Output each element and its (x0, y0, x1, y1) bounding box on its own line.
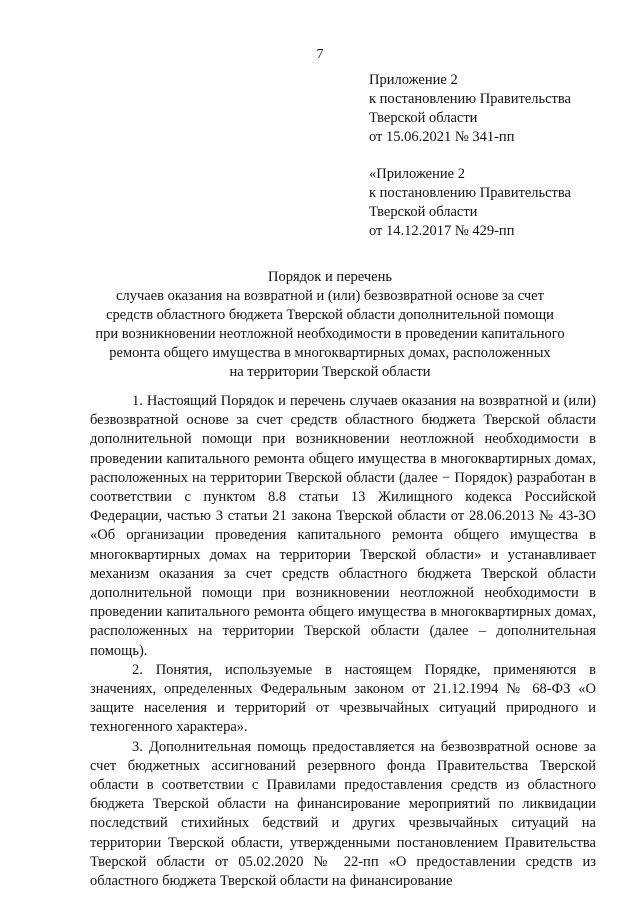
appendix-header-previous (369, 165, 571, 241)
paragraph-1: 1. Настоящий Порядок и перечень случаев оказания на возвратной и (или) безвозвратной основе за счет средств областного бюджета Тверской области дополнительной помощи при возникновении неотложной необходимости в проведении капитального ремонта общего имущества в многоквартирных домах, расположенных на территории Тверской области (далее − Порядок) разработан в соответствии с пунктом 8.8 статьи 13 Жилищного кодекса Российской Федерации, частью 3 статьи 21 закона Тверской области от 28.06.2013 № 43-ЗО «Об организации проведения капитального ремонта общего имущества в многоквартирных домах на территории Тверской области» и устанавливает механизм оказания за счет средств областного бюджета Тверской области дополнительной помощи при возникновении неотложной необходимости в проведении капитального ремонта общего имущества в многоквартирных домах, расположенных на территории Тверской области (далее – дополнительная помощь). (90, 393, 596, 659)
appendix-current-line-2: к постановлению Правительства (369, 91, 571, 107)
appendix-previous-line-4: от 14.12.2017 № 429-пп (369, 223, 515, 239)
appendix-current-line-4: от 15.06.2021 № 341-пп (369, 129, 515, 145)
paragraph-3: 3. Дополнительная помощь предоставляется на безвозвратной основе за счет бюджетных ассигнований резервного фонда Правительства Тверской области в соответствии с Правилами предоставления средств из областного бюджета Тверской области на финансирование мероприятий по ликвидации последствий стихийных бедствий и других чрезвычайных ситуаций на территории Тверской области, утвержденными постановлением Правительства Тверской области от 05.02.2020 № 22-пп «О предоставлении средств из областного бюджета Тверской области на финансирование (90, 738, 596, 890)
appendix-previous-line-3: Тверской области (369, 204, 478, 220)
appendix-current-line-1: Приложение 2 (369, 72, 458, 88)
title-line-4: при возникновении неотложной необходимости в проведении капитального (95, 326, 565, 342)
appendix-header-current (369, 71, 571, 147)
page-number: 7 (316, 47, 324, 62)
appendix-current-line-3: Тверской области (369, 110, 478, 126)
appendix-previous-line-2: к постановлению Правительства (369, 185, 571, 201)
title-line-6: на территории Тверской области (229, 364, 431, 380)
appendix-previous-line-1: «Приложение 2 (369, 166, 465, 182)
paragraph-2: 2. Понятия, используемые в настоящем Порядке, применяются в значениях, определенных Федеральным законом от 21.12.1994 № 68-ФЗ «О защите населения и территорий от чрезвычайных ситуаций природного и техногенного характера». (90, 661, 596, 736)
title-line-2: случаев оказания на возвратной и (или) безвозвратной основе за счет (116, 288, 544, 304)
document-body (90, 392, 596, 891)
title-line-1: Порядок и перечень (268, 269, 392, 285)
document-title (60, 268, 600, 382)
title-line-3: средств областного бюджета Тверской области дополнительной помощи (106, 307, 554, 323)
title-line-5: ремонта общего имущества в многоквартирных домах, расположенных (109, 345, 551, 361)
